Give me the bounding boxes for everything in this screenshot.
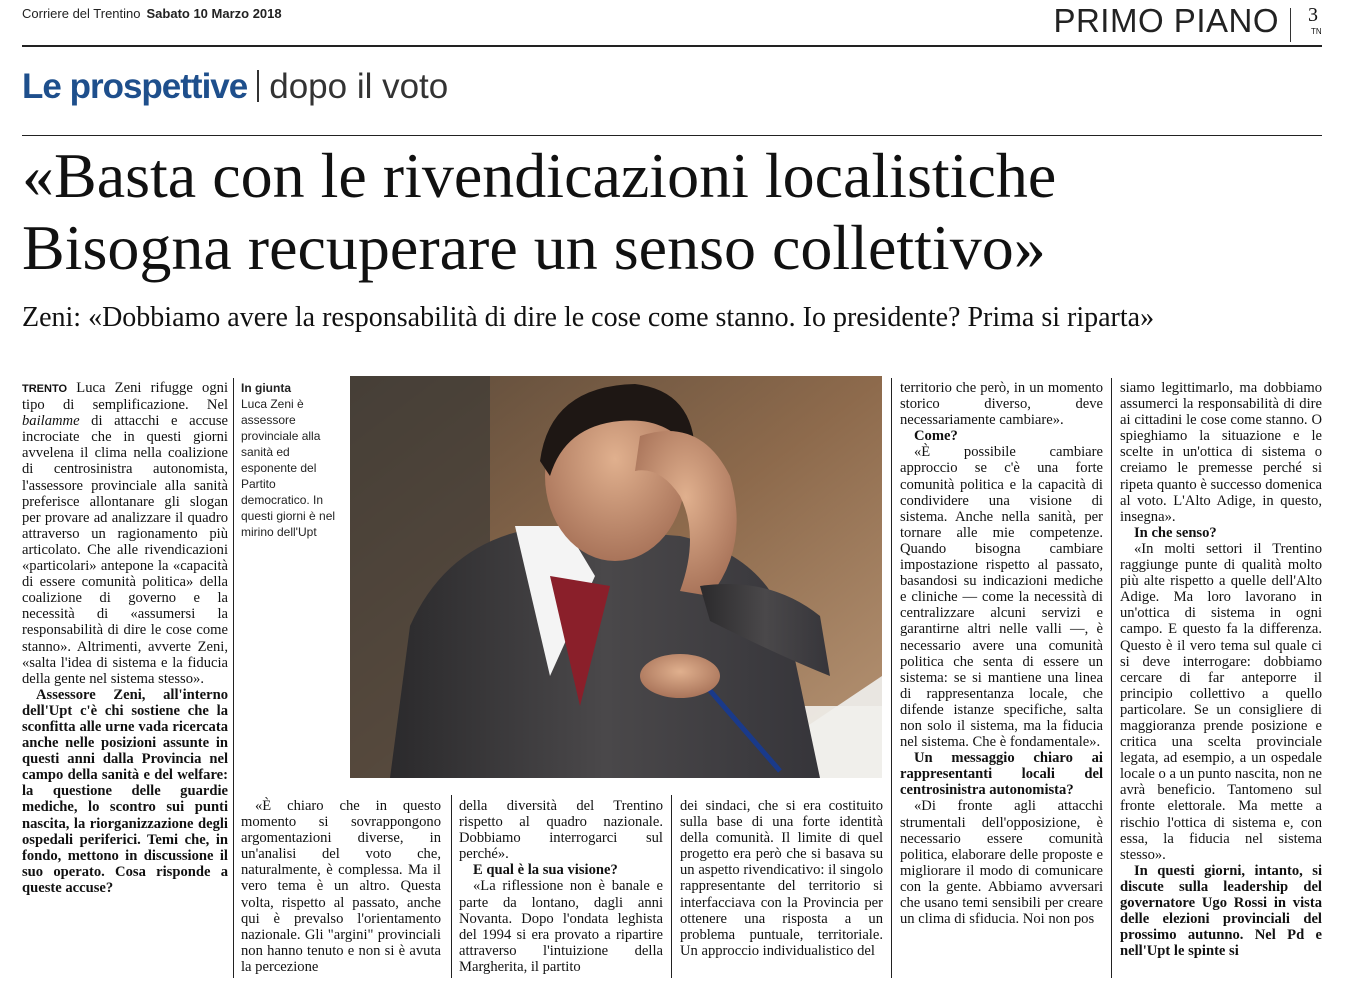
headline	[22, 140, 1322, 284]
answer-4-continued: siamo legittimarlo, ma dobbiamo assumerci la responsabilità di dire ai cittadini le cose come stanno. O spieghiamo la situazione e le scelte in un'ottica di sistema o creiamo le premesse perché si ripeta quanto è successo domenica al voto. L'Alto Adige, in questo, insegna».	[1120, 380, 1322, 525]
lead-text-b: di attacchi e accuse incrociate che in questi giorni avvelena il clima nella coalizione di centrosinistra autonomista, l'assessore provinciale alla sanità preferisce allontanare gli slogan per provare ad analizzare il quadro attraverso un ragionamento più articolato. Che alle rivendicazioni «particolari» antepone la «capacità di essere comunità politica» della coalizione di governo e la necessità di «assumersi la responsabilità di dire le cose come stanno». Altrimenti, avverte Zeni, «salta l'idea di sistema e la fiducia della gente nel sistema stesso».	[22, 413, 228, 687]
article-column-2	[241, 798, 441, 975]
column-rule-4	[891, 378, 892, 978]
page-edition-code: TN	[1311, 27, 1322, 36]
kicker-divider	[257, 70, 259, 102]
article-column-6	[1120, 380, 1322, 959]
issue-date: Sabato 10 Marzo 2018	[146, 6, 282, 21]
question-6: In questi giorni, intanto, si discute sulla leadership del governatore Ugo Rossi in vista delle elezioni provinciali del prossimo autunno. Nel Pd e nell'Upt le spinte si	[1120, 862, 1322, 960]
answer-1-continued: della diversità del Trentino rispetto al quadro nazionale. Dobbiamo interrogarci sul perché».	[459, 798, 663, 863]
photo-caption	[241, 380, 336, 540]
article-column-1	[22, 380, 228, 896]
page-number-divider	[1290, 8, 1291, 42]
question-2: E qual è la sua visione?	[473, 862, 618, 879]
deck-subtitle: Zeni: «Dobbiamo avere la responsabilità di dire le cose come stanno. Io presidente? Prima si riparta»	[22, 302, 1155, 333]
answer-3: «È possibile cambiare approccio se c'è una forte comunità politica e la capacità di condividere una visione di sistema. Anche nella sanità, per tornare alle mie competenze. Quando bisogna cambiare impostazione rispetto al passato, basandosi su indicazioni mediche e cliniche — come la necessità di centralizzare alcuni servizi e garantirne altri nelle valli —, è necessario avere una comunità politica che senta di essere un sistema: se si mantiene una linea di rappresentanza locale, che difende istanze specifiche, salta non solo il sistema, ma la fiducia nel sistema. Che è fondamentale».	[900, 444, 1103, 751]
lead-paragraph	[22, 380, 228, 687]
kicker-rule	[22, 135, 1322, 136]
answer-2-continued: dei sindaci, che si era costituito sulla base di una forte identità della comunità. Il limite di quel progetto era però che si basava su un aspetto rivendicativo: il singolo rappresentante del territorio si interfacciava con la Provincia per ottenere una risposta a un problema puntuale, territoriale. Un approccio individualistico del	[680, 798, 883, 959]
dateline: TRENTO	[22, 383, 68, 395]
header-rule	[22, 45, 1322, 47]
article-photo	[350, 376, 882, 778]
question-1: Assessore Zeni, all'interno dell'Upt c'è chi sostiene che la sconfitta alle urne vada ricercata anche nelle posizioni assunte in questi anni dalla Provincia nel campo della sanità e del welfare: la questione delle guardie mediche, lo scontro sui punti nascita, la riorganizzazione degli ospedali periferici. Temi che, in fondo, mettono in discussione il suo operato. Cosa risponde a queste accuse?	[22, 686, 228, 896]
headline-line-2: Bisogna recuperare un senso collettivo»	[22, 212, 1046, 283]
kicker	[22, 67, 448, 107]
section-title: PRIMO PIANO	[1053, 2, 1279, 39]
answer-4: «Di fronte agli attacchi strumentali dell'opposizione, è necessario essere comunità politica, elaborare delle proposte e migliorare il modo di comunicare con la gente. Abbiamo avversari che usano temi sensibili per creare un clima di sfiducia. Noi non pos	[900, 798, 1103, 928]
question-4: Un messaggio chiaro ai rappresentanti locali del centrosinistra autonomista?	[900, 750, 1103, 799]
caption-heading: In giunta	[241, 381, 291, 395]
page-number: 3	[1308, 4, 1318, 26]
lead-text-emphasis: bailamme	[22, 413, 80, 430]
kicker-main: Le prospettive	[22, 67, 248, 106]
question-5: In che senso?	[1134, 524, 1217, 541]
headline-line-1: «Basta con le rivendicazioni localistiche	[22, 140, 1057, 211]
caption-text: Luca Zeni è assessore provinciale alla sanità ed esponente del Partito democratico. In questi giorni è nel mirino dell'Upt	[241, 397, 336, 539]
question-3: Come?	[914, 428, 958, 445]
article-column-3	[459, 798, 663, 975]
column-rule-5	[1111, 378, 1112, 978]
photo-illustration	[350, 376, 882, 778]
kicker-secondary: dopo il voto	[269, 67, 449, 106]
answer-2-end: territorio che però, in un momento storico diverso, deve necessariamente cambiare».	[900, 380, 1103, 429]
answer-5: «In molti settori il Trentino raggiunge punte di qualità molto più alte rispetto a quelle dell'Alto Adige. Ma loro lavorano in un'ottica di sistema in ogni campo. E questo fa la differenza. Questo è il vero tema sul quale ci si deve interrogare: dobbiamo cercare di far anteporre il principio collettivo a quello particolare. Se un consigliere di maggioranza prende posizione e critica una scelta provinciale legata, ad esempio, a un ospedale locale o a un punto nascita, non ne avrà beneficio. Tantomeno sul fronte elettorale. Ma mette a rischio l'ottica di sistema e, con essa, la fiducia nel sistema stesso».	[1120, 540, 1322, 863]
column-rule-3	[671, 795, 672, 978]
answer-2: «La riflessione non è banale e parte da lontano, dagli anni Novanta. Dopo l'ondata leghista del 1994 si era provato a ripartire attraverso l'intuizione della Margherita, il partito	[459, 878, 663, 975]
masthead-line	[22, 6, 282, 21]
article-column-5	[900, 380, 1103, 927]
column-rule-2	[451, 795, 452, 978]
answer-1: «È chiaro che in questo momento si sovrappongono argomentazioni diverse, in un'analisi del voto che, naturalmente, è complessa. Ma il vero tema è un altro. Questa volta, rispetto al passato, anche qui è prevalso l'orientamento nazionale. Gli "argini" provinciali non hanno tenuto e non si è avuta la percezione	[241, 798, 441, 975]
lead-text-a: Luca Zeni rifugge ogni tipo di semplificazione. Nel	[22, 380, 228, 414]
column-rule-1	[233, 378, 234, 978]
publication-name: Corriere del Trentino	[22, 6, 141, 21]
article-column-4	[680, 798, 883, 959]
